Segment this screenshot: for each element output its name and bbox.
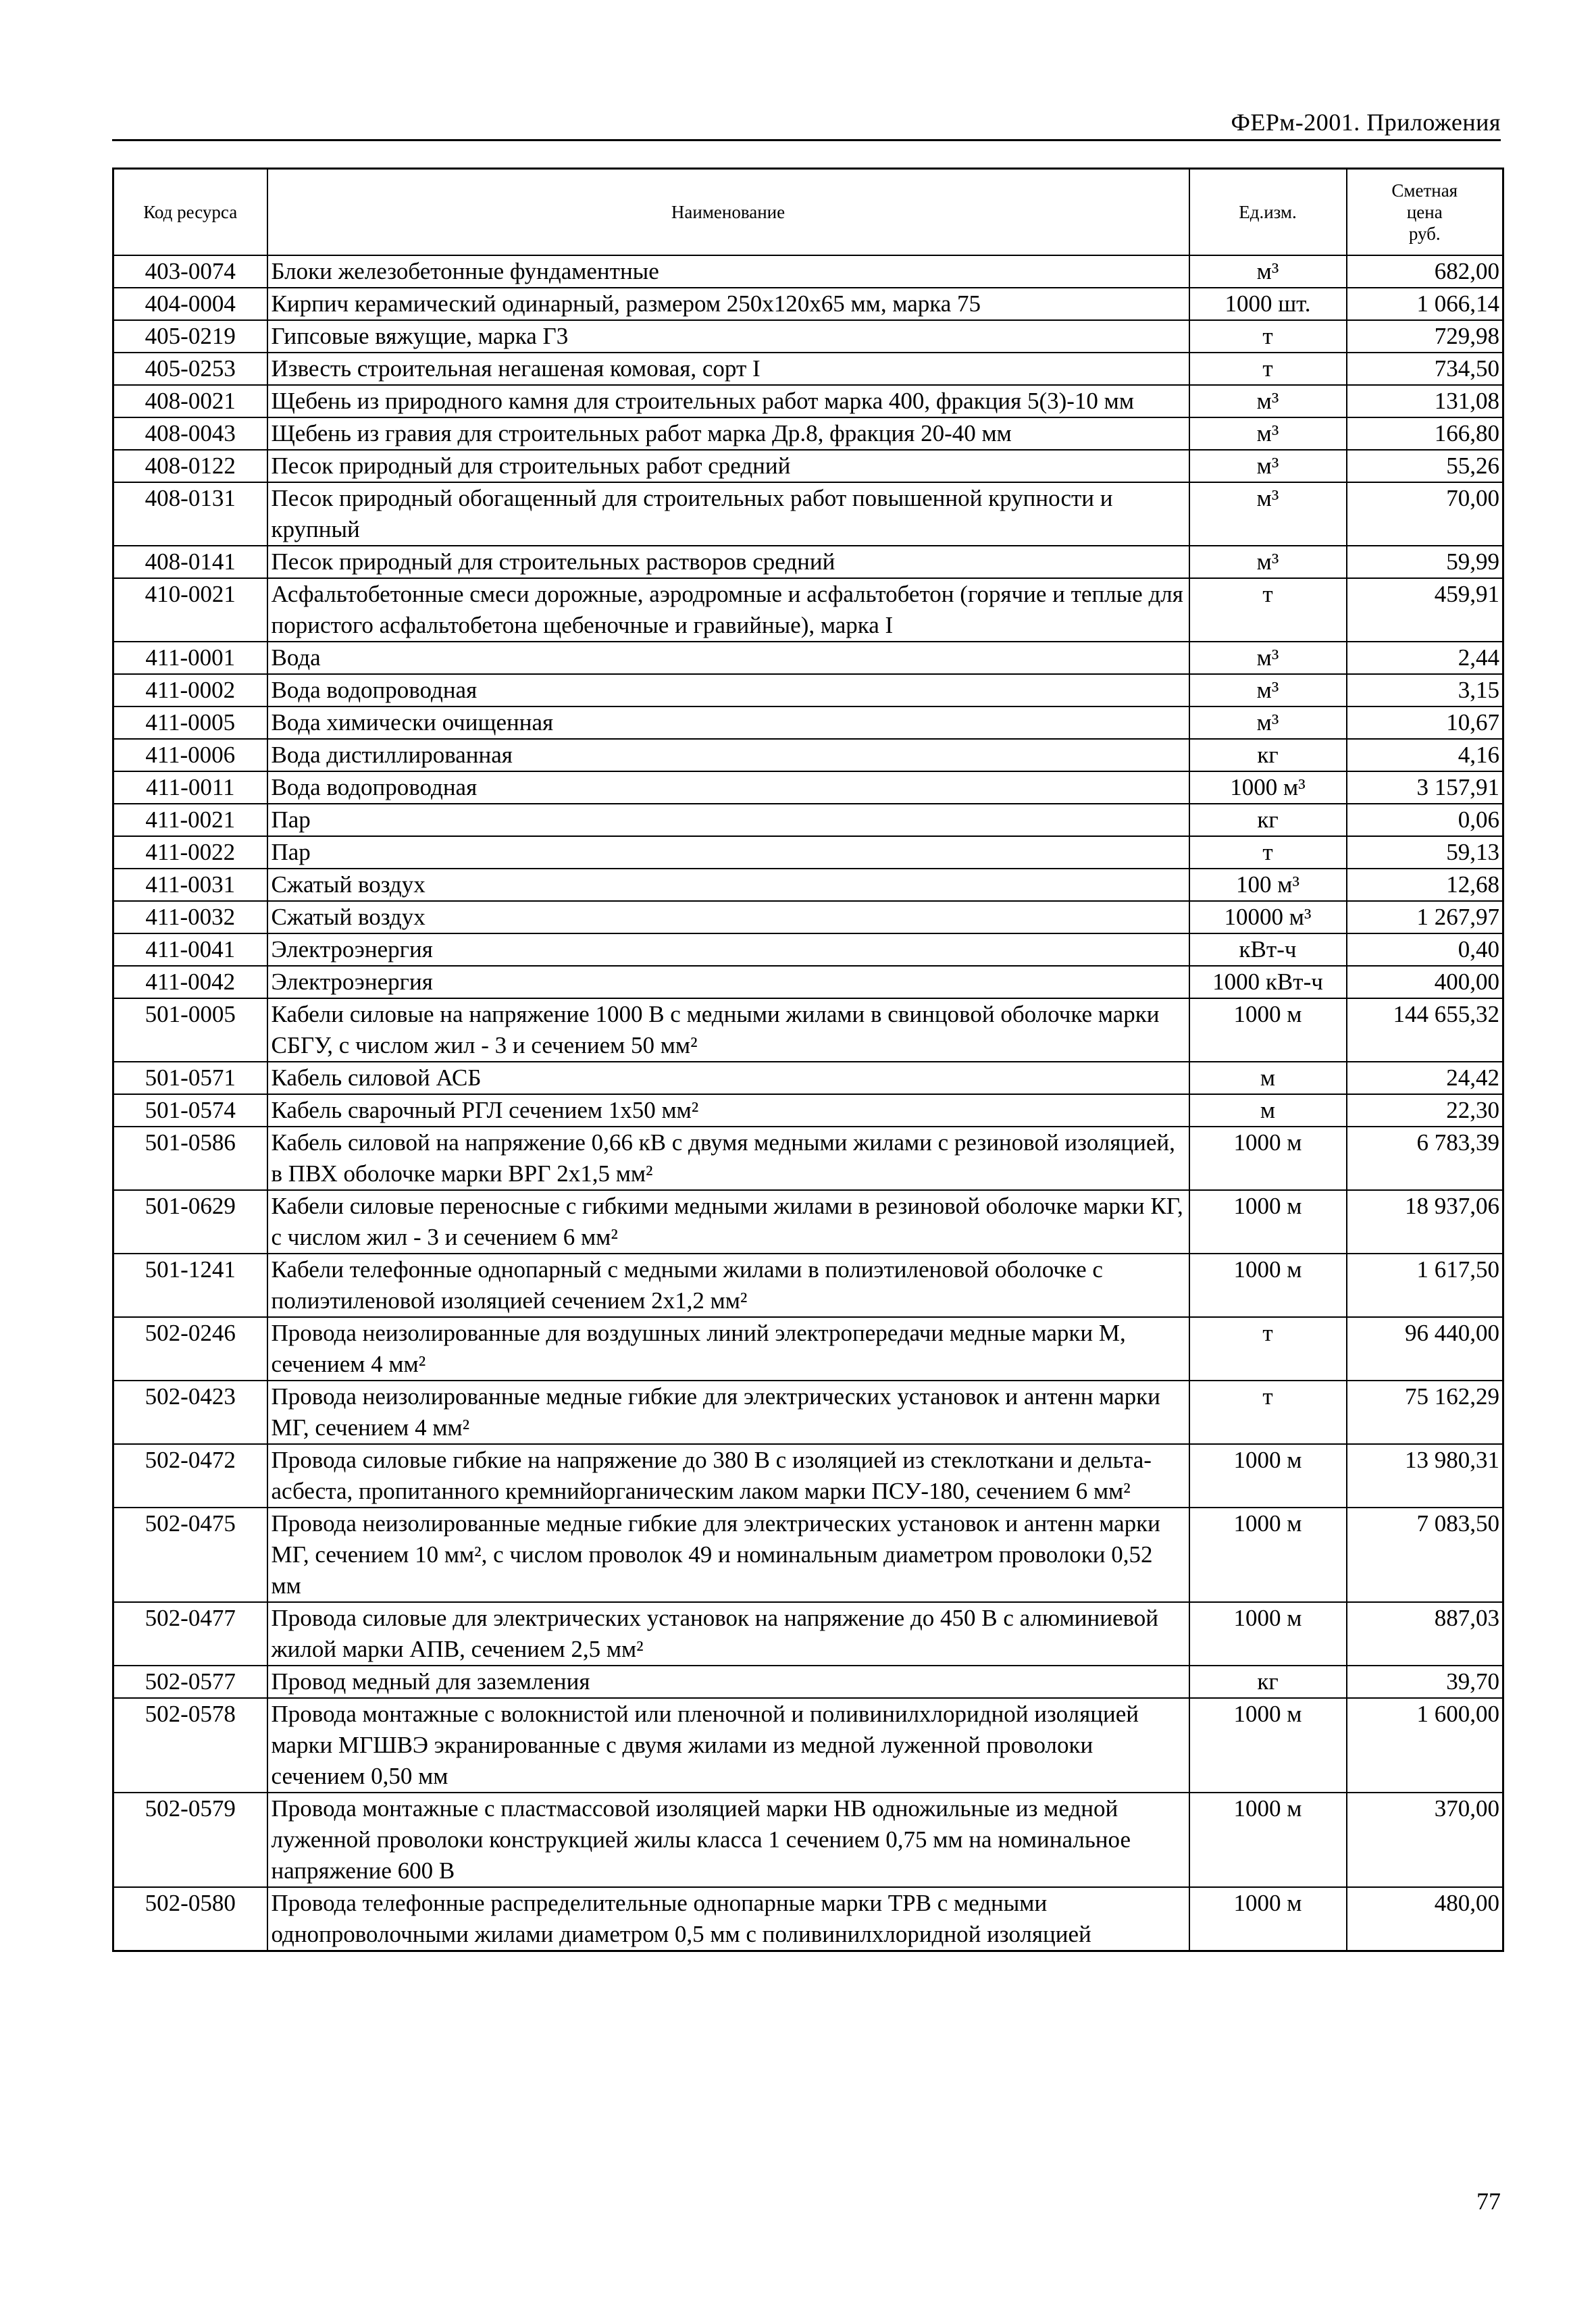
cell-code: 411-0021 (113, 804, 267, 836)
table-row (113, 901, 1503, 933)
cell-price: 18 937,06 (1347, 1190, 1503, 1254)
cell-code: 502-0423 (113, 1381, 267, 1444)
cell-name: Вода (267, 642, 1189, 674)
cell-price: 400,00 (1347, 966, 1503, 998)
header-name: Наименование (267, 169, 1189, 256)
cell-unit: 1000 кВт-ч (1189, 966, 1347, 998)
cell-code: 411-0032 (113, 901, 267, 933)
resource-price-table (112, 168, 1504, 1952)
cell-price: 3 157,91 (1347, 771, 1503, 804)
header-price: Сметная цена руб. (1347, 169, 1503, 256)
cell-code: 411-0002 (113, 674, 267, 706)
cell-unit: м (1189, 1094, 1347, 1127)
table-row (113, 1793, 1503, 1887)
cell-unit: т (1189, 353, 1347, 385)
table-row (113, 1602, 1503, 1666)
cell-code: 403-0074 (113, 255, 267, 288)
cell-name: Кабель силовой АСБ (267, 1062, 1189, 1094)
cell-code: 405-0219 (113, 320, 267, 353)
cell-code: 408-0131 (113, 482, 267, 546)
cell-price: 59,13 (1347, 836, 1503, 869)
cell-price: 0,40 (1347, 933, 1503, 966)
cell-name: Щебень из природного камня для строительных работ марка 400, фракция 5(3)-10 мм (267, 385, 1189, 417)
cell-price: 12,68 (1347, 869, 1503, 901)
table-row (113, 1381, 1503, 1444)
cell-unit: т (1189, 578, 1347, 642)
cell-unit: м³ (1189, 706, 1347, 739)
cell-code: 502-0477 (113, 1602, 267, 1666)
cell-name: Провод медный для заземления (267, 1666, 1189, 1698)
cell-code: 501-1241 (113, 1254, 267, 1317)
cell-unit: 1000 м (1189, 1698, 1347, 1793)
cell-name: Щебень из гравия для строительных работ марка Др.8, фракция 20-40 мм (267, 417, 1189, 450)
cell-price: 682,00 (1347, 255, 1503, 288)
cell-unit: кВт-ч (1189, 933, 1347, 966)
cell-code: 501-0005 (113, 998, 267, 1062)
cell-name: Гипсовые вяжущие, марка Г3 (267, 320, 1189, 353)
cell-price: 459,91 (1347, 578, 1503, 642)
cell-unit: кг (1189, 1666, 1347, 1698)
resource-price-table-container (112, 168, 1502, 1952)
table-body (113, 255, 1503, 1951)
cell-name: Кабели телефонные однопарный с медными жилами в полиэтиленовой оболочке с полиэтиленовой изоляцией сечением 2х1,2 мм² (267, 1254, 1189, 1317)
cell-price: 0,06 (1347, 804, 1503, 836)
cell-price: 70,00 (1347, 482, 1503, 546)
cell-name: Вода дистиллированная (267, 739, 1189, 771)
cell-name: Кабель силовой на напряжение 0,66 кВ с двумя медными жилами с резиновой изоляцией, в ПВХ оболочке марки ВРГ 2х1,5 мм² (267, 1127, 1189, 1190)
table-row (113, 771, 1503, 804)
cell-price: 1 600,00 (1347, 1698, 1503, 1793)
cell-unit: 1000 м (1189, 1127, 1347, 1190)
table-row (113, 288, 1503, 320)
cell-price: 131,08 (1347, 385, 1503, 417)
table-row (113, 804, 1503, 836)
table-row (113, 739, 1503, 771)
cell-price: 3,15 (1347, 674, 1503, 706)
cell-name: Вода водопроводная (267, 674, 1189, 706)
table-row (113, 320, 1503, 353)
page-number: 77 (1476, 2188, 1501, 2215)
table-row (113, 1508, 1503, 1602)
table-row (113, 546, 1503, 578)
table-row (113, 1094, 1503, 1127)
cell-unit: 10000 м³ (1189, 901, 1347, 933)
cell-price: 10,67 (1347, 706, 1503, 739)
table-row (113, 1062, 1503, 1094)
cell-name: Провода монтажные с волокнистой или пленочной и поливинилхлоридной изоляцией марки МГШВЭ экранированные с двумя жилами из медной луженной проволоки сечением 0,50 мм (267, 1698, 1189, 1793)
table-row (113, 578, 1503, 642)
cell-unit: м (1189, 1062, 1347, 1094)
cell-code: 411-0011 (113, 771, 267, 804)
cell-price: 729,98 (1347, 320, 1503, 353)
cell-name: Пар (267, 836, 1189, 869)
table-row (113, 353, 1503, 385)
cell-code: 411-0042 (113, 966, 267, 998)
cell-unit: 100 м³ (1189, 869, 1347, 901)
cell-unit: м³ (1189, 482, 1347, 546)
cell-code: 408-0021 (113, 385, 267, 417)
cell-name: Кабель сварочный РГЛ сечением 1х50 мм² (267, 1094, 1189, 1127)
cell-name: Песок природный для строительных растворов средний (267, 546, 1189, 578)
cell-name: Песок природный обогащенный для строительных работ повышенной крупности и крупный (267, 482, 1189, 546)
cell-price: 22,30 (1347, 1094, 1503, 1127)
cell-name: Провода неизолированные медные гибкие для электрических установок и антенн марки МГ, сечением 4 мм² (267, 1381, 1189, 1444)
cell-unit: 1000 м (1189, 1887, 1347, 1951)
cell-unit: т (1189, 320, 1347, 353)
cell-unit: м³ (1189, 546, 1347, 578)
cell-unit: 1000 м (1189, 1190, 1347, 1254)
table-row (113, 1666, 1503, 1698)
cell-code: 501-0574 (113, 1094, 267, 1127)
cell-price: 144 655,32 (1347, 998, 1503, 1062)
cell-price: 887,03 (1347, 1602, 1503, 1666)
cell-unit: кг (1189, 739, 1347, 771)
table-row (113, 482, 1503, 546)
cell-code: 502-0246 (113, 1317, 267, 1381)
cell-unit: м³ (1189, 450, 1347, 482)
cell-name: Кирпич керамический одинарный, размером 250х120х65 мм, марка 75 (267, 288, 1189, 320)
cell-price: 24,42 (1347, 1062, 1503, 1094)
table-row (113, 933, 1503, 966)
cell-name: Провода силовые гибкие на напряжение до 380 В с изоляцией из стеклоткани и дельта-асбеста, пропитанного кремнийорганическим лаком марки ПСУ-180, сечением 6 мм² (267, 1444, 1189, 1508)
table-row (113, 450, 1503, 482)
table-row (113, 1254, 1503, 1317)
table-row (113, 255, 1503, 288)
cell-code: 411-0041 (113, 933, 267, 966)
table-row (113, 966, 1503, 998)
cell-name: Кабели силовые переносные с гибкими медными жилами в резиновой оболочке марки КГ, с числом жил - 3 и сечением 6 мм² (267, 1190, 1189, 1254)
cell-unit: м³ (1189, 385, 1347, 417)
cell-unit: кг (1189, 804, 1347, 836)
cell-code: 501-0629 (113, 1190, 267, 1254)
cell-unit: 1000 м (1189, 1793, 1347, 1887)
cell-code: 502-0577 (113, 1666, 267, 1698)
cell-code: 502-0472 (113, 1444, 267, 1508)
cell-price: 1 267,97 (1347, 901, 1503, 933)
cell-unit: т (1189, 1317, 1347, 1381)
cell-name: Электроэнергия (267, 933, 1189, 966)
cell-price: 370,00 (1347, 1793, 1503, 1887)
cell-code: 501-0571 (113, 1062, 267, 1094)
cell-unit: т (1189, 1381, 1347, 1444)
cell-code: 410-0021 (113, 578, 267, 642)
cell-name: Провода неизолированные для воздушных линий электропередачи медные марки М, сечением 4 мм² (267, 1317, 1189, 1381)
cell-name: Провода силовые для электрических установок на напряжение до 450 В с алюминиевой жилой марки АПВ, сечением 2,5 мм² (267, 1602, 1189, 1666)
cell-unit: 1000 м (1189, 1602, 1347, 1666)
cell-name: Вода водопроводная (267, 771, 1189, 804)
cell-code: 408-0122 (113, 450, 267, 482)
cell-unit: м³ (1189, 417, 1347, 450)
cell-code: 408-0141 (113, 546, 267, 578)
cell-price: 480,00 (1347, 1887, 1503, 1951)
cell-name: Вода химически очищенная (267, 706, 1189, 739)
header-code: Код ресурса (113, 169, 267, 256)
table-header-row (113, 169, 1503, 256)
cell-name: Блоки железобетонные фундаментные (267, 255, 1189, 288)
cell-name: Электроэнергия (267, 966, 1189, 998)
cell-name: Сжатый воздух (267, 901, 1189, 933)
cell-code: 405-0253 (113, 353, 267, 385)
table-row (113, 1698, 1503, 1793)
table-row (113, 642, 1503, 674)
cell-code: 411-0006 (113, 739, 267, 771)
cell-name: Известь строительная негашеная комовая, сорт I (267, 353, 1189, 385)
cell-unit: 1000 шт. (1189, 288, 1347, 320)
cell-unit: м³ (1189, 674, 1347, 706)
cell-unit: 1000 м (1189, 1444, 1347, 1508)
cell-code: 411-0022 (113, 836, 267, 869)
cell-unit: 1000 м (1189, 1254, 1347, 1317)
table-row (113, 1317, 1503, 1381)
cell-name: Кабели силовые на напряжение 1000 В с медными жилами в свинцовой оболочке марки СБГУ, с числом жил - 3 и сечением 50 мм² (267, 998, 1189, 1062)
cell-price: 13 980,31 (1347, 1444, 1503, 1508)
table-row (113, 869, 1503, 901)
cell-code: 502-0475 (113, 1508, 267, 1602)
cell-unit: 1000 м³ (1189, 771, 1347, 804)
cell-code: 502-0580 (113, 1887, 267, 1951)
cell-code: 404-0004 (113, 288, 267, 320)
cell-price: 55,26 (1347, 450, 1503, 482)
cell-price: 2,44 (1347, 642, 1503, 674)
cell-name: Пар (267, 804, 1189, 836)
table-row (113, 1127, 1503, 1190)
cell-name: Провода телефонные распределительные однопарные марки ТРВ с медными однопроволочными жилами диаметром 0,5 мм с поливинилхлоридной изоляцией (267, 1887, 1189, 1951)
cell-price: 75 162,29 (1347, 1381, 1503, 1444)
cell-price: 59,99 (1347, 546, 1503, 578)
cell-unit: м³ (1189, 642, 1347, 674)
cell-unit: м³ (1189, 255, 1347, 288)
header-unit: Ед.изм. (1189, 169, 1347, 256)
table-row (113, 1190, 1503, 1254)
cell-name: Провода монтажные с пластмассовой изоляцией марки НВ одножильные из медной луженной проволоки конструкцией жилы класса 1 сечением 0,75 мм на номинальное напряжение 600 В (267, 1793, 1189, 1887)
table-row (113, 385, 1503, 417)
cell-code: 411-0031 (113, 869, 267, 901)
cell-code: 408-0043 (113, 417, 267, 450)
cell-price: 6 783,39 (1347, 1127, 1503, 1190)
table-row (113, 1887, 1503, 1951)
cell-name: Провода неизолированные медные гибкие для электрических установок и антенн марки МГ, сечением 10 мм², с числом проволок 49 и номинальным диаметром проволоки 0,52 мм (267, 1508, 1189, 1602)
cell-name: Асфальтобетонные смеси дорожные, аэродромные и асфальтобетон (горячие и теплые для пористого асфальтобетона щебеночные и гравийные), марка I (267, 578, 1189, 642)
table-row (113, 1444, 1503, 1508)
table-row (113, 836, 1503, 869)
cell-name: Сжатый воздух (267, 869, 1189, 901)
cell-code: 501-0586 (113, 1127, 267, 1190)
cell-price: 1 066,14 (1347, 288, 1503, 320)
table-row (113, 706, 1503, 739)
table-row (113, 998, 1503, 1062)
cell-price: 7 083,50 (1347, 1508, 1503, 1602)
cell-name: Песок природный для строительных работ средний (267, 450, 1189, 482)
cell-unit: 1000 м (1189, 998, 1347, 1062)
cell-price: 4,16 (1347, 739, 1503, 771)
cell-price: 96 440,00 (1347, 1317, 1503, 1381)
cell-code: 502-0579 (113, 1793, 267, 1887)
cell-unit: т (1189, 836, 1347, 869)
table-row (113, 417, 1503, 450)
table-row (113, 674, 1503, 706)
cell-price: 1 617,50 (1347, 1254, 1503, 1317)
document-title: ФЕРм-2001. Приложения (1231, 109, 1501, 136)
cell-unit: 1000 м (1189, 1508, 1347, 1602)
cell-price: 734,50 (1347, 353, 1503, 385)
cell-code: 411-0005 (113, 706, 267, 739)
cell-price: 166,80 (1347, 417, 1503, 450)
page-header (112, 101, 1501, 141)
cell-price: 39,70 (1347, 1666, 1503, 1698)
cell-code: 502-0578 (113, 1698, 267, 1793)
cell-code: 411-0001 (113, 642, 267, 674)
